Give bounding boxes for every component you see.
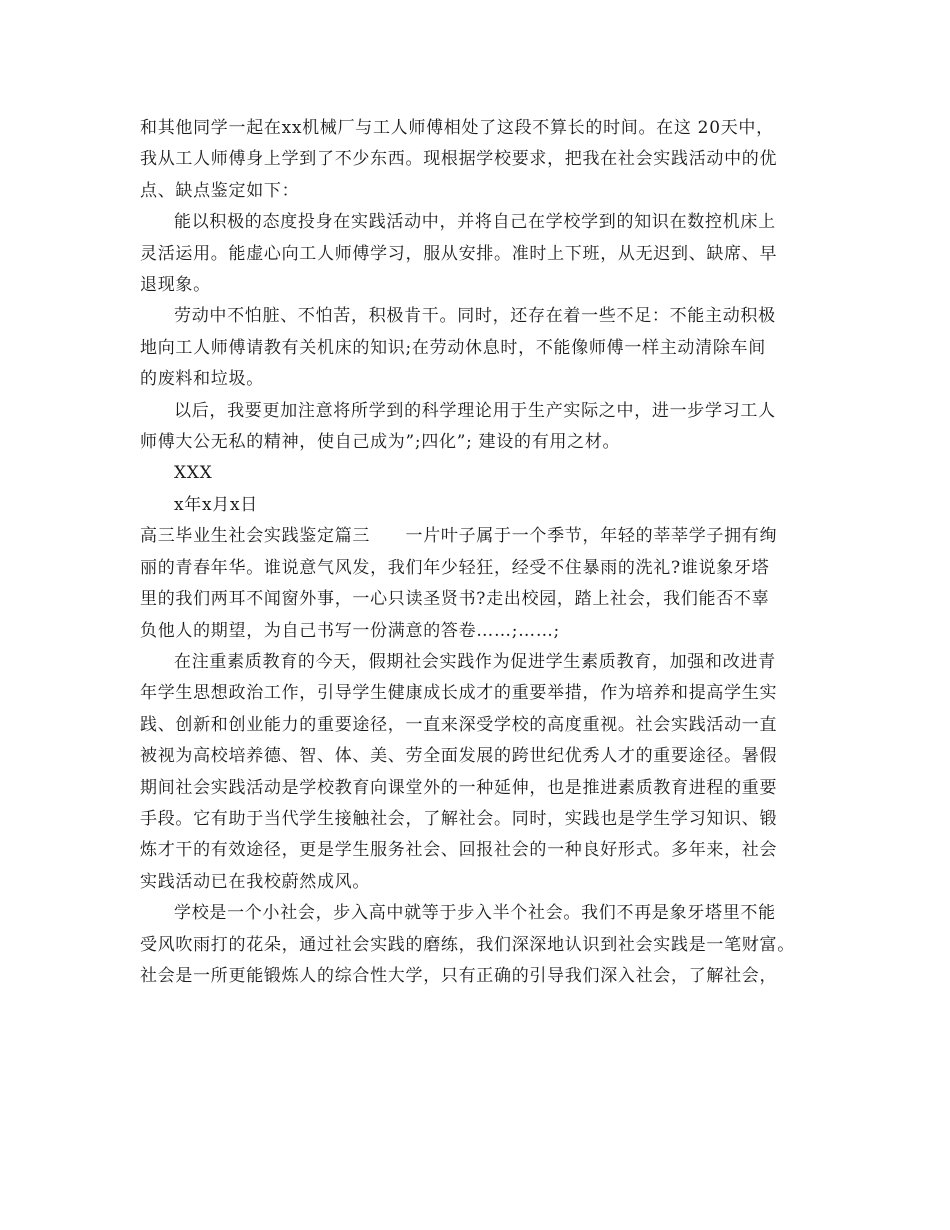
paragraph-quality-education: [140, 647, 812, 898]
text-line: 地向工人师傅请教有关机床的知识;在劳动休息时，不能像师傅一样主动清除车间: [140, 337, 766, 358]
document-body: [140, 113, 812, 992]
paragraph-intro: [140, 113, 812, 207]
text-line: 丽的青春年华。谁说意气风发，我们年少轻狂，经受不住暴雨的洗礼?谁说象牙塔: [140, 557, 770, 578]
section-three-opening: [140, 521, 812, 647]
paragraph-strengths: [140, 207, 812, 301]
text-line: 能以积极的态度投身在实践活动中，并将自己在学校学到的知识在数控机床上: [174, 212, 776, 233]
signature-date: x年x月x日: [174, 494, 258, 515]
text-line: 我从工人师傅身上学到了不少东西。现根据学校要求，把我在社会实践活动中的优: [140, 149, 778, 170]
text-line: 师傅大公无私的精神，使自己成为”;四化”; 建设的有用之材。: [140, 432, 621, 453]
text-line: 点、缺点鉴定如下：: [140, 180, 300, 201]
text-line: 年学生思想政治工作，引导学生健康成长成才的重要举措，作为培养和提高学生实: [140, 683, 778, 704]
paragraph-future: [140, 396, 812, 459]
text-line: 里的我们两耳不闻窗外事，一心只读圣贤书?走出校园，踏上社会，我们能否不辜: [140, 589, 770, 610]
text-line: 手段。它有助于当代学生接触社会，了解社会。同时，实践也是学生学习知识、锻: [140, 808, 778, 829]
text-line: 实践活动已在我校蔚然成风。: [140, 871, 371, 892]
paragraph-labor: [140, 301, 812, 395]
signature-name: XXX: [174, 463, 213, 484]
text-line: 和其他同学一起在xx机械厂与工人师傅相处了这段不算长的时间。在这 20天中，: [140, 118, 774, 138]
text-line: 的废料和垃圾。: [140, 369, 264, 390]
text-line: 灵活运用。能虚心向工人师傅学习，服从安排。准时上下班，从无迟到、缺席、早: [140, 243, 778, 264]
text-line: 以后，我要更加注意将所学到的科学理论用于生产实际之中，进一步学习工人: [174, 400, 776, 421]
paragraph-small-society: [140, 898, 812, 992]
text-line: 炼才干的有效途径，更是学生服务社会、回报社会的一种良好形式。多年来，社会: [140, 840, 778, 861]
section-three-heading-line: 高三毕业生社会实践鉴定篇三 一片叶子属于一个季节，年轻的莘莘学子拥有绚: [140, 526, 778, 547]
text-line: 负他人的期望，为自己书写一份满意的答卷……;……;: [140, 620, 560, 641]
text-line: 学校是一个小社会，步入高中就等于步入半个社会。我们不再是象牙塔里不能: [174, 903, 776, 924]
text-line: 社会是一所更能锻炼人的综合性大学，只有正确的引导我们深入社会，了解社会，: [140, 965, 778, 986]
text-line: 期间社会实践活动是学校教育向课堂外的一种延伸，也是推进素质教育进程的重要: [140, 777, 778, 798]
text-line: 践、创新和创业能力的重要途径，一直来深受学校的高度重视。社会实践活动一直: [140, 714, 778, 735]
text-line: 被视为高校培养德、智、体、美、劳全面发展的跨世纪优秀人才的重要途径。暑假: [140, 746, 778, 767]
text-line: 退现象。: [140, 275, 211, 296]
text-line: 受风吹雨打的花朵，通过社会实践的磨练，我们深深地认识到社会实践是一笔财富。: [140, 934, 795, 955]
text-line: 劳动中不怕脏、不怕苦，积极肯干。同时，还存在着一些不足：不能主动积极: [174, 306, 776, 327]
text-line: 在注重素质教育的今天，假期社会实践作为促进学生素质教育，加强和改进青: [174, 651, 776, 672]
